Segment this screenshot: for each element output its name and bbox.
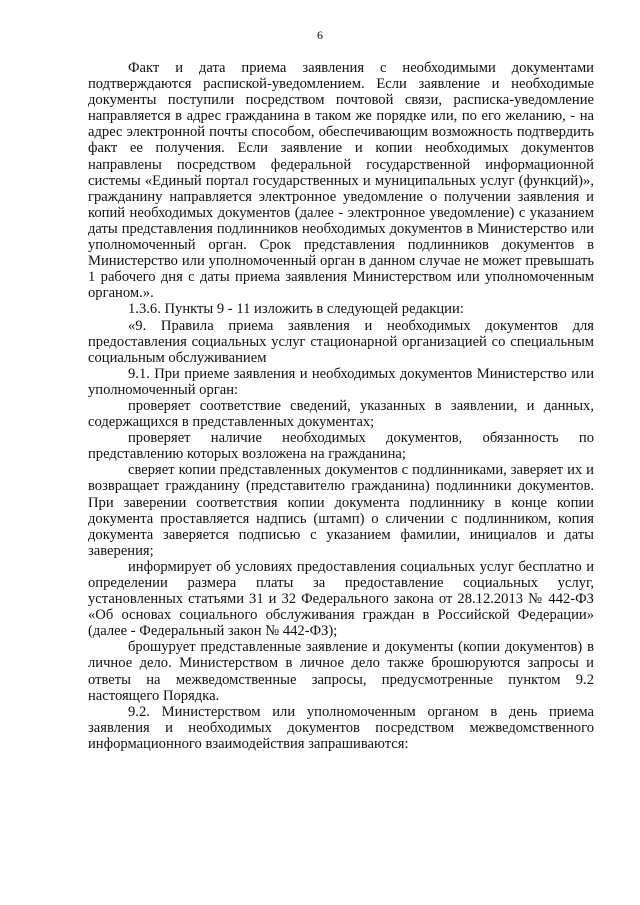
paragraph-checks-conformity: проверяет соответствие сведений, указанных в заявлении, и данных, содержащихся в представленных документах; [88, 397, 594, 431]
paragraph-checks-documents: проверяет наличие необходимых документов, обязанность по представлению которых возложена на гражданина; [88, 430, 594, 463]
paragraph-receipt-notification: Факт и дата приема заявления с необходимыми документами подтверждаются распиской-уведомлением. Если заявление и необходимые документы поступили посредством почтовой связи, расписка-уведомление направляется в адрес гражданина в таком же порядке или, по его желанию, - на адрес электронной почты способом, обеспечивающим возможность подтвердить факт ее получения. Если заявление и копии необходимых документов направлены посредством федеральной государственной информационной системы «Единый портал государственных и муниципальных услуг (функций)», гражданину направляется электронное уведомление о получении заявления и копий необходимых документов (далее - электронное уведомление) с указанием даты представления подлинников необходимых документов в Министерство или уполномоченный орган. Срок представления подлинников документов в Министерство или уполномоченный орган в данном случае не может превышать 1 рабочего дня с даты приема заявления Министерством или уполномоченным органом.». [88, 60, 594, 302]
paragraph-amendment-1-3-6: 1.3.6. Пункты 9 - 11 изложить в следующей редакции: [128, 301, 464, 318]
paragraph-section-9-heading: «9. Правила приема заявления и необходимых документов для предоставления социальных услуг стационарной организацией со специальным социальным обслуживанием [88, 317, 594, 366]
paragraph-binds-documents: брошурует представленные заявление и документы (копии документов) в личное дело. Министерством в личное дело также брошюруются запросы и ответы на межведомственные запросы, предусмотренные пунктом 9.2 настоящего Порядка. [88, 639, 594, 704]
page-number: 6 [317, 28, 323, 42]
paragraph-informs-conditions: информирует об условиях предоставления социальных услуг бесплатно и определении размера платы за предоставление социальных услуг, установленных статьями 31 и 32 Федерального закона от 28.12.2013 № 442-ФЗ «Об основах социального обслуживания граждан в Российской Федерации» (далее - Федеральный закон № 442-ФЗ); [88, 558, 594, 640]
paragraph-9-1: 9.1. При приеме заявления и необходимых документов Министерство или уполномоченный орган: [88, 365, 594, 398]
document-body [88, 60, 594, 752]
paragraph-verifies-copies: сверяет копии представленных документов с подлинниками, заверяет их и возвращает гражданину (представителю гражданина) подлинники документов. При заверении соответствия копии документа подлиннику в конце копии документа проставляется надпись (штамп) о сличении с подлинником, копия документа заверяется подписью с указанием фамилии, инициалов и даты заверения; [88, 462, 594, 559]
paragraph-9-2: 9.2. Министерством или уполномоченным органом в день приема заявления и необходимых документов посредством межведомственного информационного взаимодействия запрашиваются: [88, 703, 594, 752]
